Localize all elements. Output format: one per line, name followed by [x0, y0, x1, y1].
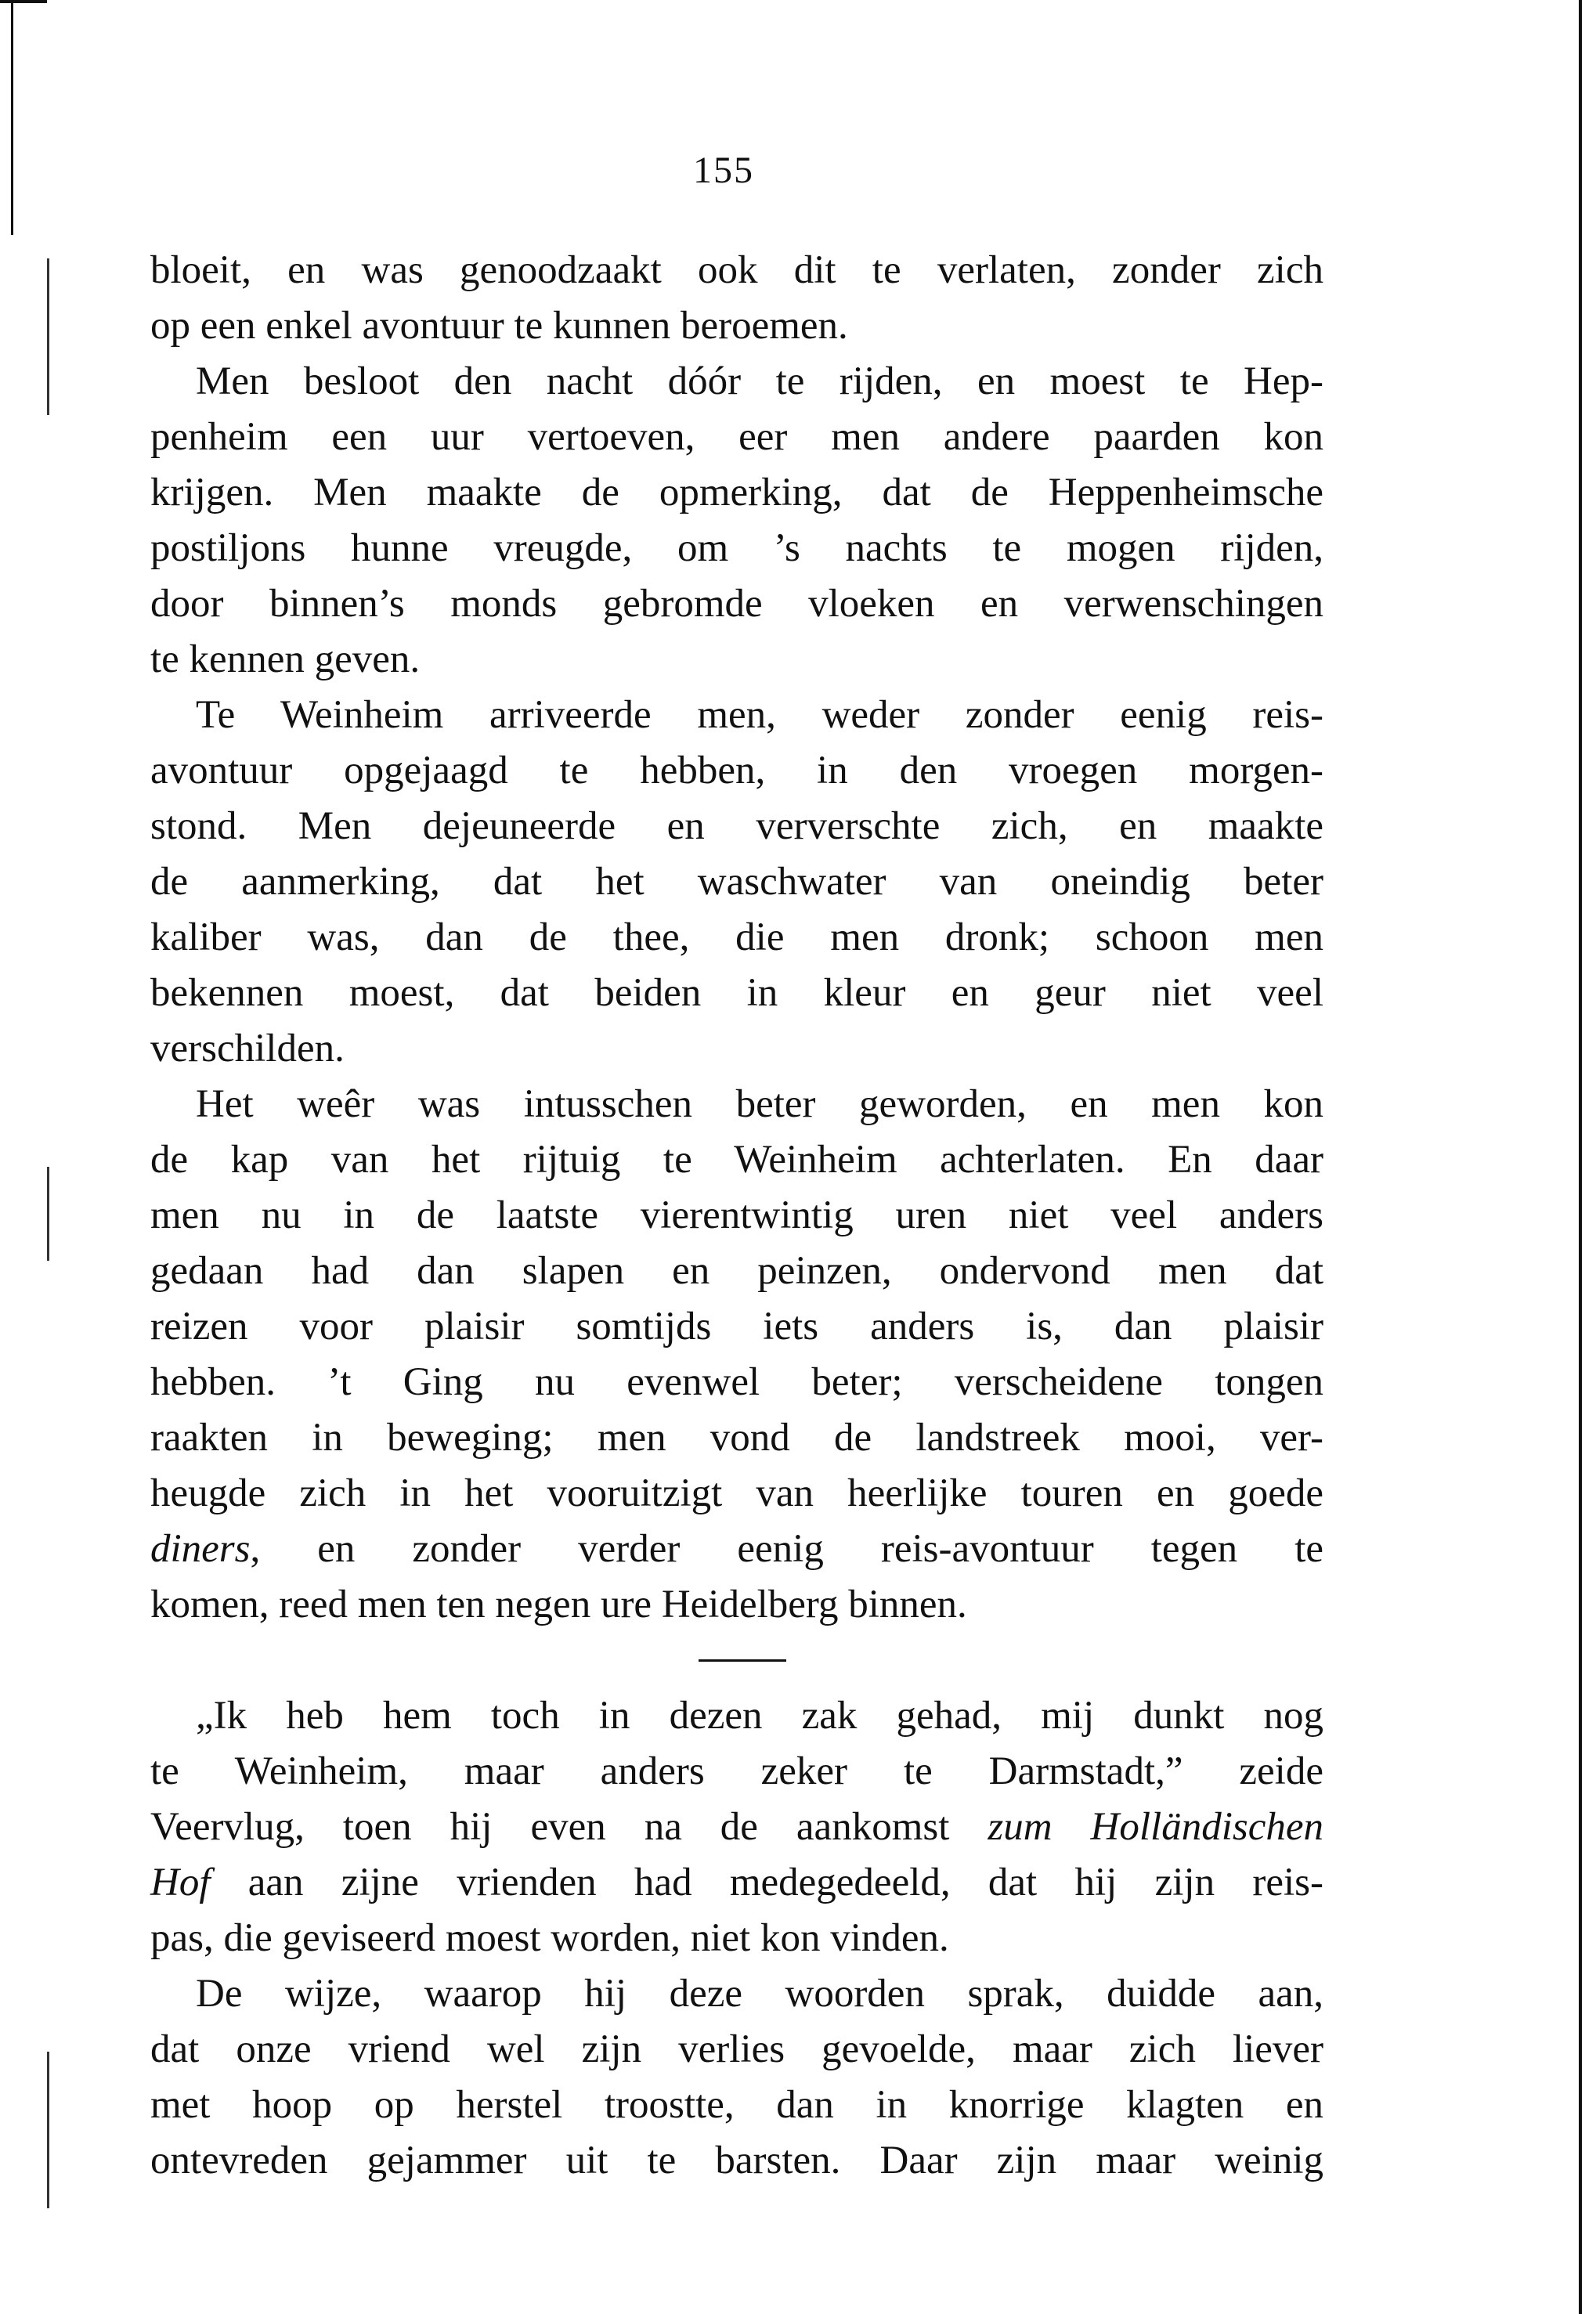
text-segment: , en zonder verder eenig reis-avontuur tegen te: [250, 1527, 1323, 1571]
text-line: [150, 576, 1323, 632]
text-segment: met hoop op herstel troostte, dan in knorrige klagten en: [150, 2083, 1323, 2127]
text-line: [150, 354, 1323, 410]
text-line: [150, 799, 1323, 854]
text-segment: avontuur opgejaagd te hebben, in den vroegen morgen-: [150, 749, 1323, 792]
text-line: [150, 298, 1323, 354]
italic-text: zum Holländischen: [988, 1805, 1323, 1849]
text-line: [150, 1410, 1323, 1466]
text-segment: pas, die geviseerd moest worden, niet kon vinden.: [150, 1916, 949, 1960]
text-line: [150, 521, 1323, 576]
text-line: [150, 410, 1323, 465]
text-segment: penheim een uur vertoeven, eer men andere paarden kon: [150, 415, 1323, 459]
text-line: [150, 910, 1323, 966]
text-segment: reizen voor plaisir somtijds iets anders is, dan plaisir: [150, 1305, 1323, 1348]
text-line: [150, 1966, 1323, 2022]
text-line: [150, 1744, 1323, 1800]
text-segment: De wijze, waarop hij deze woorden sprak, duidde aan,: [196, 1972, 1323, 2016]
text-line: [150, 1911, 1323, 1966]
text-segment: men nu in de laatste vierentwintig uren niet veel anders: [150, 1193, 1323, 1237]
text-segment: bloeit, en was genoodzaakt ook dit te verlaten, zonder zich: [150, 248, 1323, 292]
text-segment: komen, reed men ten negen ure Heidelberg binnen.: [150, 1583, 967, 1626]
text-segment: op een enkel avontuur te kunnen beroemen.: [150, 304, 848, 348]
text-line: [150, 1244, 1323, 1299]
text-line: [150, 1466, 1323, 1522]
text-segment: verschilden.: [150, 1027, 345, 1070]
italic-text: Hof: [150, 1861, 211, 1904]
text-line: [150, 1188, 1323, 1244]
paragraph: [150, 354, 1323, 688]
text-line: [150, 1522, 1323, 1577]
text-line: [150, 1021, 1323, 1077]
scan-border-left: [11, 0, 13, 235]
text-segment: Veervlug, toen hij even na de aankomst: [150, 1805, 988, 1849]
text-line: [150, 966, 1323, 1021]
scan-border-right: [1579, 0, 1582, 2314]
text-segment: aan zijne vrienden had medegedeeld, dat hij zijn reis-: [210, 1861, 1323, 1904]
text-segment: te kennen geven.: [150, 637, 421, 681]
text-line: [150, 2078, 1323, 2133]
text-segment: hebben. ’t Ging nu evenwel beter; verscheidene tongen: [150, 1360, 1323, 1404]
text-line: [150, 743, 1323, 799]
text-line: [150, 632, 1323, 688]
text-segment: dat onze vriend wel zijn verlies gevoelde, maar zich liever: [150, 2027, 1323, 2071]
page-number: 155: [693, 150, 754, 191]
scan-mark-left-bottom: [47, 2052, 49, 2208]
text-line: [150, 1577, 1323, 1633]
text-segment: te Weinheim, maar anders zeker te Darmstadt,” zeide: [150, 1749, 1323, 1793]
text-segment: krijgen. Men maakte de opmerking, dat de Heppenheimsche: [150, 471, 1323, 514]
text-line: [150, 854, 1323, 910]
paragraph: [150, 1077, 1323, 1633]
text-segment: door binnen’s monds gebromde vloeken en verwenschingen: [150, 582, 1323, 626]
text-line: [150, 1800, 1323, 1855]
text-line: [150, 1688, 1323, 1744]
italic-text: diners: [150, 1527, 251, 1571]
separator-rule: [699, 1659, 786, 1662]
text-line: [150, 1355, 1323, 1410]
text-segment: Het weêr was intusschen beter geworden, en men kon: [196, 1082, 1323, 1126]
text-segment: kaliber was, dan de thee, die men dronk; schoon men: [150, 915, 1323, 959]
paragraph: [150, 688, 1323, 1077]
text-line: [150, 1855, 1323, 1911]
text-segment: Te Weinheim arriveerde men, weder zonder eenig reis-: [196, 693, 1323, 737]
paragraph: [150, 1688, 1323, 1966]
text-segment: bekennen moest, dat beiden in kleur en geur niet veel: [150, 971, 1323, 1015]
text-line: [150, 243, 1323, 298]
scan-mark-left-lower: [47, 1167, 49, 1261]
text-segment: heugde zich in het vooruitzigt van heerlijke touren en goede: [150, 1471, 1323, 1515]
text-segment: gedaan had dan slapen en peinzen, ondervond men dat: [150, 1249, 1323, 1293]
text-line: [150, 1132, 1323, 1188]
text-segment: de aanmerking, dat het waschwater van oneindig beter: [150, 860, 1323, 904]
scan-mark-left: [47, 258, 49, 415]
text-segment: stond. Men dejeuneerde en ververschte zich, en maakte: [150, 804, 1323, 848]
section-separator: [150, 1633, 1323, 1688]
text-line: [150, 1077, 1323, 1132]
text-line: [150, 688, 1323, 743]
text-line: [150, 2022, 1323, 2078]
paragraph: [150, 1966, 1323, 2189]
text-line: [150, 1299, 1323, 1355]
text-line: [150, 465, 1323, 521]
text-segment: postiljons hunne vreugde, om ’s nachts te mogen rijden,: [150, 526, 1323, 570]
text-segment: „Ik heb hem toch in dezen zak gehad, mij dunkt nog: [196, 1694, 1323, 1738]
text-line: [150, 2133, 1323, 2189]
scan-border-top: [0, 0, 47, 3]
text-segment: ontevreden gejammer uit te barsten. Daar zijn maar weinig: [150, 2139, 1323, 2182]
paragraph: [150, 243, 1323, 354]
text-segment: de kap van het rijtuig te Weinheim achterlaten. En daar: [150, 1138, 1323, 1182]
body-text: [150, 243, 1323, 2189]
text-segment: Men besloot den nacht dóór te rijden, en moest te Hep-: [196, 359, 1323, 403]
text-segment: raakten in beweging; men vond de landstreek mooi, ver-: [150, 1416, 1323, 1460]
